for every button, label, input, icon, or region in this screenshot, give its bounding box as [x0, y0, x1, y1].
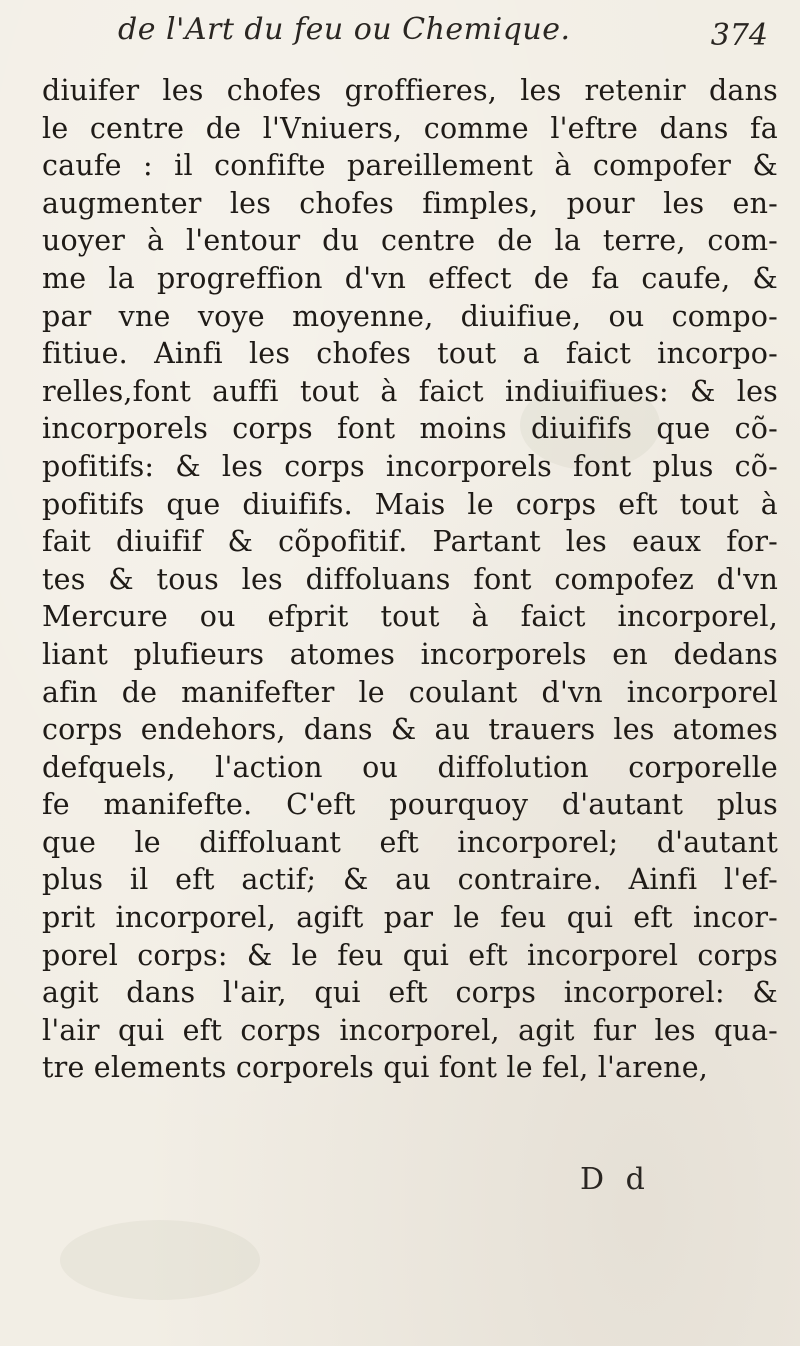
- text-line: porel corps: & le feu qui eft incorporel corps: [42, 938, 778, 972]
- running-title: de l'Art du feu ou Chemique.: [118, 12, 571, 47]
- text-line: caufe : il confifte pareillement à compofer &: [42, 149, 778, 183]
- text-line: agit dans l'air, qui eft corps incorporel: &: [42, 976, 778, 1010]
- text-line: defquels, l'action ou diffolution corporelle: [42, 750, 778, 784]
- text-line: pofitifs que diuififs. Mais le corps eft tout à: [42, 487, 778, 521]
- text-line: liant plufieurs atomes incorporels en dedans: [42, 637, 778, 671]
- text-line: afin de manifefter le coulant d'vn incorporel: [42, 675, 778, 709]
- text-line: pofitifs: & les corps incorporels font plus cõ-: [42, 449, 778, 483]
- text-line: fe manifefte. C'eft pourquoy d'autant plus: [42, 788, 778, 822]
- text-line: par vne voye moyenne, diuifiue, ou compo-: [42, 299, 778, 333]
- text-line: tes & tous les diffoluans font compofez d'vn: [42, 562, 778, 596]
- text-line: augmenter les chofes fimples, pour les en-: [42, 186, 778, 220]
- text-line: plus il eft actif; & au contraire. Ainfi l'ef-: [42, 863, 778, 897]
- signature-mark: D d: [580, 1162, 651, 1197]
- text-line: l'air qui eft corps incorporel, agit fur les qua-: [42, 1013, 778, 1047]
- text-line: corps endehors, dans & au trauers les atomes: [42, 713, 778, 747]
- text-line: Mercure ou efprit tout à faict incorporel,: [42, 600, 778, 634]
- text-line: incorporels corps font moins diuififs que cõ-: [42, 412, 778, 446]
- text-line: fait diuifif & cõpofitif. Partant les eaux for-: [42, 525, 778, 559]
- paper-stain: [60, 1220, 260, 1300]
- text-line: relles,font auffi tout à faict indiuifiues: & les: [42, 374, 778, 408]
- text-line: fitiue. Ainfi les chofes tout a faict incorpo-: [42, 337, 778, 371]
- text-line: que le diffoluant eft incorporel; d'autant: [42, 825, 778, 859]
- text-line: uoyer à l'entour du centre de la terre, com-: [42, 224, 778, 258]
- page-number: 374: [710, 18, 768, 53]
- body-text: [42, 72, 778, 1087]
- running-head: [118, 12, 778, 60]
- text-line: tre elements corporels qui font le fel, l'arene,: [42, 1051, 709, 1085]
- text-line: me la progreffion d'vn effect de fa caufe, &: [42, 261, 778, 295]
- text-line: le centre de l'Vniuers, comme l'eftre dans fa: [42, 111, 778, 145]
- text-line: diuifer les chofes groffieres, les retenir dans: [42, 74, 778, 107]
- text-line: prit incorporel, agift par le feu qui eft incor-: [42, 901, 778, 935]
